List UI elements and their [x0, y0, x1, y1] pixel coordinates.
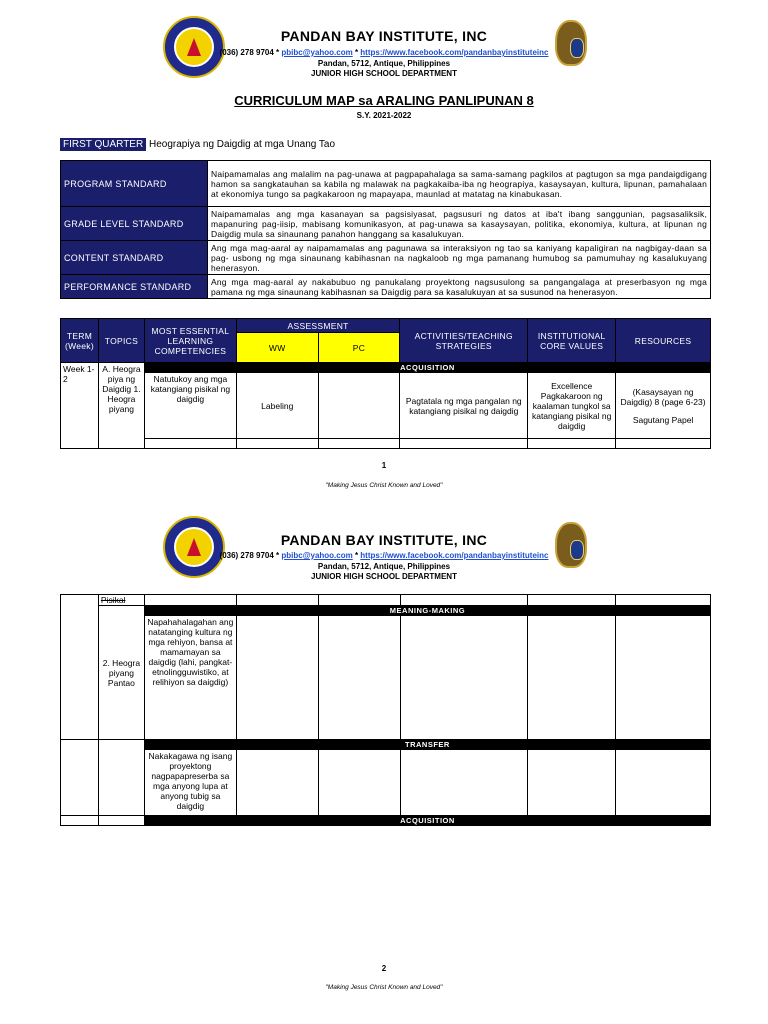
empty-cell [616, 750, 711, 816]
separator-text: * [352, 551, 361, 560]
empty-cell [318, 439, 400, 449]
motto: "Making Jesus Christ Known and Loved" [325, 482, 443, 489]
pc-header: PC [318, 333, 400, 363]
page-2 [0, 500, 768, 1024]
topic-cell: 2. Heogra piyang Pantao [98, 606, 144, 740]
page-number: 2 [381, 964, 387, 973]
standard-text: Ang mga mag-aaral ay nakabubuo ng panukalang proyektong nagsusulong sa pangangalaga at preserbasyon ng mga pamana ng mga sinaunang kabihasnan sa Daigdig para sa kasalukuyan at sa susunod na henerasyon. [208, 275, 711, 299]
address: Pandan, 5712, Antique, Philippines [317, 59, 451, 68]
resources-header: RESOURCES [616, 319, 711, 363]
facebook-link[interactable]: https://www.facebook.com/pandanbayinstituteinc [360, 48, 549, 57]
curriculum-map-table [60, 318, 711, 449]
assessment-header: ASSESSMENT [236, 319, 400, 333]
empty-cell [616, 616, 711, 740]
term-cell [61, 816, 99, 826]
quarter-label: FIRST QUARTER [60, 138, 146, 151]
department: JUNIOR HIGH SCHOOL DEPARTMENT [311, 69, 457, 78]
empty-cell [318, 595, 400, 606]
empty-cell [616, 595, 711, 606]
empty-cell [236, 750, 318, 816]
topic-cell: A. Heogra piya ng Daigdig 1. Heogra piyang [98, 363, 144, 449]
phone-text: (036) 278 9704 * [219, 48, 282, 57]
acquisition-bar: ACQUISITION [144, 363, 710, 373]
page-number: 1 [381, 461, 387, 470]
empty-cell [400, 750, 528, 816]
phone-text: (036) 278 9704 * [219, 551, 282, 560]
standards-table [60, 160, 711, 299]
school-name: PANDAN BAY INSTITUTE, INC [280, 532, 488, 548]
topic-cell [98, 816, 144, 826]
activities-header: ACTIVITIES/TEACHING STRATEGIES [400, 319, 528, 363]
empty-cell [528, 439, 616, 449]
standard-row [61, 161, 711, 207]
resource-book: (Kasaysayan ng Daigdig) 8 (page 6-23) [620, 386, 706, 407]
document-title: CURRICULUM MAP sa ARALING PANLIPUNAN 8 [234, 93, 534, 108]
topic-continued-text: Pisikal [100, 595, 126, 605]
quarter-heading [60, 139, 335, 150]
motto: "Making Jesus Christ Known and Loved" [325, 984, 443, 991]
empty-cell [144, 595, 236, 606]
ww-header: WW [236, 333, 318, 363]
empty-cell [318, 616, 400, 740]
standard-text: Naipamamalas ang malalim na pag-unawa at pagpapahalaga sa sama-samang pagkilos at pagtugon sa mga pandaigdigang hamon sa sangkatauhan sa kabila ng malawak na pagkakaiba-iba ng heograpiya, kasaysayan, kultura, lipunan, pamahalaan at ekonomiya tungo sa pagkakaroon ng mapayapa, maunlad at matatag na kinabukasan. [208, 161, 711, 207]
empty-cell [616, 439, 711, 449]
acquisition-bar: ACQUISITION [144, 816, 710, 826]
separator-text: * [352, 48, 361, 57]
school-name: PANDAN BAY INSTITUTE, INC [280, 28, 488, 44]
email-link[interactable]: pbibc@yahoo.com [281, 48, 353, 57]
topic-continued [98, 595, 144, 606]
pc-cell [318, 373, 400, 439]
standard-row [61, 275, 711, 299]
contact-line [0, 551, 768, 560]
standard-label: CONTENT STANDARD [61, 241, 208, 275]
empty-cell [236, 595, 318, 606]
empty-cell [400, 616, 528, 740]
empty-cell [528, 750, 616, 816]
standard-row [61, 207, 711, 241]
address: Pandan, 5712, Antique, Philippines [317, 562, 451, 571]
values-header: INSTITUTIONAL CORE VALUES [528, 319, 616, 363]
value-description: Pagkakaroon ng kaalaman tungkol sa katangiang pisikal ng daigdig [531, 390, 612, 431]
term-header: TERM (Week) [61, 319, 99, 363]
standard-label: PROGRAM STANDARD [61, 161, 208, 207]
term-cell [61, 595, 99, 740]
empty-cell [144, 439, 236, 449]
melc-cell: Nakakagawa ng isang proyektong nagpapapreserba sa mga anyong lupa at anyong tubig sa daigdig [144, 750, 236, 816]
melc-cell: Natutukoy ang mga katangiang pisikal ng daigdig [144, 373, 236, 439]
transfer-bar: TRANSFER [144, 740, 710, 750]
empty-cell [528, 616, 616, 740]
term-cell [61, 740, 99, 816]
resources-cell [616, 373, 711, 439]
facebook-link[interactable]: https://www.facebook.com/pandanbayinstituteinc [360, 551, 549, 560]
standard-row [61, 241, 711, 275]
topic-cell [98, 740, 144, 816]
empty-cell [236, 439, 318, 449]
empty-cell [400, 595, 528, 606]
department: JUNIOR HIGH SCHOOL DEPARTMENT [311, 572, 457, 581]
email-link[interactable]: pbibc@yahoo.com [281, 551, 353, 560]
meaning-making-bar: MEANING-MAKING [144, 606, 710, 616]
contact-line [0, 48, 768, 57]
school-year: S.Y. 2021-2022 [356, 111, 412, 120]
quarter-topic: Heograpiya ng Daigdig at mga Unang Tao [148, 139, 336, 150]
standard-text: Naipamamalas ang mga kasanayan sa pagsisiyasat, pagsusuri ng datos at iba't ibang sanggunian, pagsasaliksik, mapanuring pag-iisip, mabisang komunikasyon, at pag-unawa sa kasaysayan, politika, ekonomiya, kultura, at lipunan ng Daigdig mula sa sinaunang panahon hanggang sa kasalukuyan. [208, 207, 711, 241]
topics-header: TOPICS [98, 319, 144, 363]
standard-label: GRADE LEVEL STANDARD [61, 207, 208, 241]
melc-cell: Napahahalagahan ang natatanging kultura ng mga rehiyon, bansa at mamamayan sa daigdig (lahi, pangkat-etnolingguwistiko, at relihiyon sa daigdig) [144, 616, 236, 740]
empty-cell [400, 439, 528, 449]
resource-paper: Sagutang Papel [632, 414, 694, 425]
page-1 [0, 0, 768, 500]
empty-cell [236, 616, 318, 740]
empty-cell [528, 595, 616, 606]
curriculum-map-table-continued [60, 594, 711, 826]
ww-cell: Labeling [236, 373, 318, 439]
activity-cell: Pagtatala ng mga pangalan ng katangiang pisikal ng daigdig [400, 373, 528, 439]
standard-label: PERFORMANCE STANDARD [61, 275, 208, 299]
melc-header: MOST ESSENTIAL LEARNING COMPETENCIES [144, 319, 236, 363]
value-name: Excellence [551, 380, 593, 391]
values-cell [528, 373, 616, 439]
term-cell: Week 1-2 [61, 363, 99, 449]
empty-cell [318, 750, 400, 816]
standard-text: Ang mga mag-aaral ay naipamamalas ang pagunawa sa interaksiyon ng tao sa kaniyang kapaligiran na nagbigay-daan sa pag- usbong ng mga sinaunang kabihasnan na nagkaloob ng mga pamanang humubog sa pamumuhay ng kasalukuyang henerasyon. [208, 241, 711, 275]
